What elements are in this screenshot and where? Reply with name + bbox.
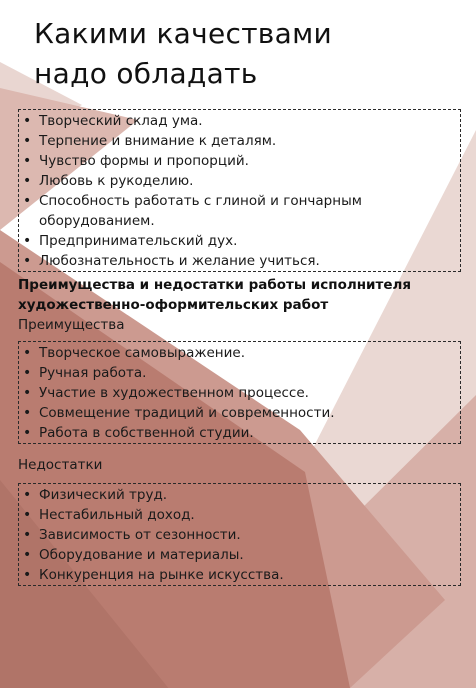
list-item-text: Участие в художественном процессе. — [39, 385, 309, 401]
list-item-text: Физический труд. — [39, 487, 168, 503]
list-item — [21, 545, 456, 565]
list-item — [21, 525, 456, 545]
bullet-icon: • — [23, 153, 32, 169]
bullet-icon: • — [23, 507, 32, 523]
qualities-list — [21, 111, 456, 271]
title-line-2: надо обладать — [34, 57, 258, 90]
list-item — [21, 171, 456, 191]
bullet-icon: • — [23, 253, 32, 269]
bullet-icon: • — [23, 133, 32, 149]
list-item — [21, 485, 456, 505]
bullet-icon: • — [23, 567, 32, 583]
bullet-icon: • — [23, 405, 32, 421]
list-item-text: Зависимость от сезонности. — [39, 527, 241, 543]
list-item-text: Творческий склад ума. — [39, 113, 203, 129]
list-item — [21, 383, 456, 403]
advantages-list-box — [18, 341, 461, 444]
list-item — [21, 363, 456, 383]
list-item-text: Способность работать с глиной и гончарным оборудованием. — [39, 193, 362, 229]
list-item-text: Любознательность и желание учиться. — [39, 253, 320, 269]
list-item-text: Предпринимательский дух. — [39, 233, 238, 249]
list-item — [21, 251, 456, 271]
list-item — [21, 423, 456, 443]
list-item-text: Нестабильный доход. — [39, 507, 195, 523]
bullet-icon: • — [23, 113, 32, 129]
pros-cons-heading: Преимущества и недостатки работы исполнителя художественно-оформительских работ — [18, 277, 412, 313]
list-item — [21, 191, 456, 231]
advantages-label: Преимущества — [18, 317, 125, 333]
list-item-text: Творческое самовыражение. — [39, 345, 246, 361]
list-item — [21, 231, 456, 251]
list-item — [21, 505, 456, 525]
list-item — [21, 343, 456, 363]
list-item-text: Любовь к рукоделию. — [39, 173, 194, 189]
list-item-text: Работа в собственной студии. — [39, 425, 254, 441]
disadvantages-label: Недостатки — [18, 457, 103, 473]
bullet-icon: • — [23, 233, 32, 249]
list-item-text: Ручная работа. — [39, 365, 147, 381]
list-item-text: Терпение и внимание к деталям. — [39, 133, 277, 149]
bullet-icon: • — [23, 173, 32, 189]
bullet-icon: • — [23, 527, 32, 543]
list-item — [21, 403, 456, 423]
advantages-list — [21, 343, 456, 443]
list-item — [21, 131, 456, 151]
list-item-text: Оборудование и материалы. — [39, 547, 244, 563]
bullet-icon: • — [23, 547, 32, 563]
page-title — [34, 14, 332, 94]
bullet-icon: • — [23, 365, 32, 381]
list-item — [21, 565, 456, 585]
list-item-text: Конкуренция на рынке искусства. — [39, 567, 284, 583]
disadvantages-list — [21, 485, 456, 585]
bullet-icon: • — [23, 385, 32, 401]
list-item-text: Совмещение традиций и современности. — [39, 405, 335, 421]
disadvantages-list-box — [18, 483, 461, 586]
bullet-icon: • — [23, 193, 32, 209]
qualities-list-box — [18, 109, 461, 272]
bullet-icon: • — [23, 425, 32, 441]
title-line-1: Какими качествами — [34, 17, 332, 50]
list-item — [21, 151, 456, 171]
list-item-text: Чувство формы и пропорций. — [39, 153, 249, 169]
bullet-icon: • — [23, 487, 32, 503]
list-item — [21, 111, 456, 131]
bullet-icon: • — [23, 345, 32, 361]
